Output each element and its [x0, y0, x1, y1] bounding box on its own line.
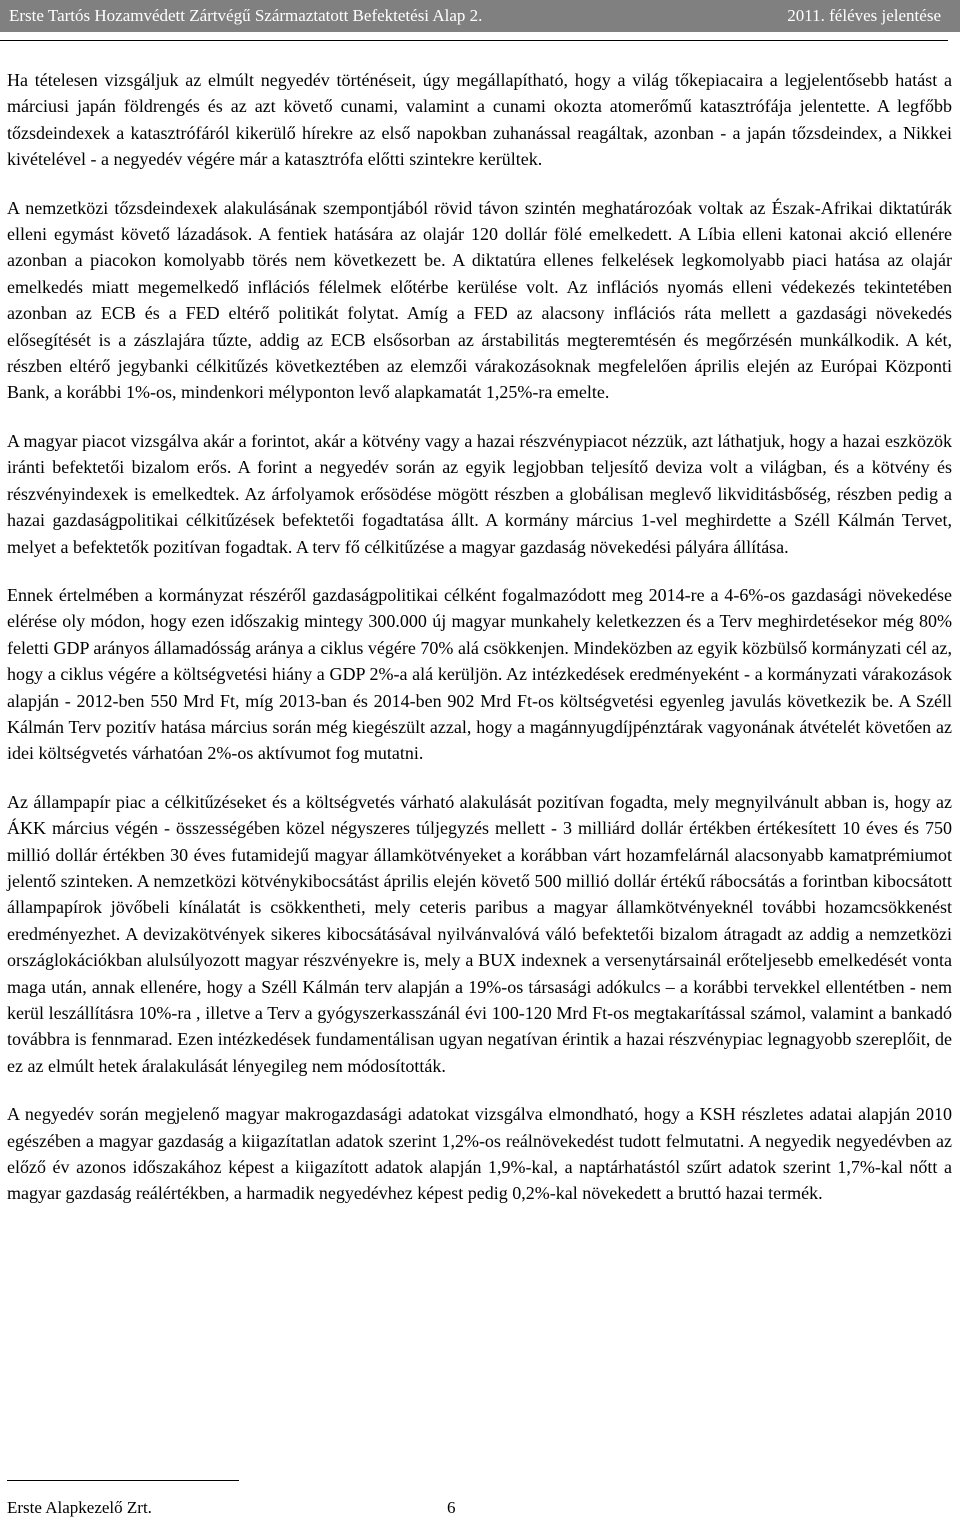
header-fund-name: Erste Tartós Hozamvédett Zártvégű Származtatott Befektetési Alap 2. [9, 6, 483, 25]
paragraph-macro-data: A negyedév során megjelenő magyar makrogazdasági adatokat vizsgálva elmondható, hogy a KSH részletes adatai alapján 2010 egészében a magyar gazdaság a kiigazítatlan adatok szerint 1,2%-os reálnövekedést tudott felmutatni. A negyedik negyedévben az előző év azonos időszakához képest a kiigazított adatok alapján 1,9%-kal, a naptárhatástól szűrt adatok szerint 1,7%-kal nőtt a magyar gazdaság reálértékben, a harmadik negyedévhez képest pedig 0,2%-kal növekedett a bruttó hazai termék. [7, 1104, 952, 1204]
footer-company: Erste Alapkezelő Zrt. [7, 1498, 152, 1517]
paragraph-market-events: Ha tételesen vizsgáljuk az elmúlt negyedév történéseit, úgy megállapítható, hogy a világ tőkepiacaira a legjelentősebb hatást a márciusi japán földrengés és az azt követő cunami, valamint a cunami okozta atomerőmű katasztrófája jelentette. A legfőbb tőzsdeindexek a katasztrófáról kikerülő hírekre az első napokban zuhanással reagáltak, azonban - a japán tőzsdeindex, a Nikkei kivételével - a negyedév végére már a katasztrófa előtti szintekre kerültek. [7, 70, 952, 170]
footer-divider [7, 1480, 239, 1481]
document-body [7, 67, 952, 1229]
paragraph-bond-market: Az állampapír piac a célkitűzéseket és a költségvetés várható alakulását pozitívan fogadta, mely megnyilvánult abban is, hogy az ÁKK március végén - összességében közel négyszeres túljegyzés mellett - 3 milliárd dollár értékben értékesített 10 éves és 750 millió dollár értékben 30 éves futamidejű magyar államkötvényeket a korábban várt hozamfelárnál alacsonyabb kamatprémiumot jelentő szinteken. A nemzetközi kötvénykibocsátást április elején követő 500 millió dollár értékű rábocsátás a forintban kibocsátott állampapírok jövőbeli kínálatát is csökkentheti, mely ceteris paribus a magyar államkötvényeknél további hozamcsökkenést eredményezhet. A devizakötvények sikeres kibocsátásával nyilvánvalóvá váló befektetői bizalom átragadt az addig a nemzetközi országlokációkban alulsúlyozott magyar részvényekre is, mely a BUX indexnek a versenytársainál erőteljesebb emelkedését vonta maga után, annak ellenére, hogy a Széll Kálmán terv alapján a 19%-os társasági adókulcs – a korábbi tervekkel ellentétben - nem kerül leszállításra 10%-ra , illetve a Terv a gyógyszerkasszánál évi 100-120 Mrd Ft-os megtakarítással számol, valamint a bankadó továbbra is fennmarad. Ezen intézkedések fundamentálisan ugyan negatívan érintik a hazai részvénypiac legnagyobb szereplőit, de ez az elmúlt hetek áralakulását lényegileg nem módosították. [7, 791, 952, 1076]
paragraph-international-indices: A nemzetközi tőzsdeindexek alakulásának szempontjából rövid távon szintén meghatározóak voltak az Észak-Afrikai diktatúrák elleni egymást követő lázadások. A fentiek hatására az olajár 120 dollár fölé emelkedett. A Líbia elleni katonai akció ellenére azonban a piacokon komolyabb törés nem következett be. A diktatúra ellenes felkelések legkomolyabb piaci hatása az olajár emelkedés miatt megemelkedő inflációs félelmek előtérbe kerülése volt. Az inflációs nyomás elleni védekezés tekintetében azonban az ECB és a FED eltérő politikát folytat. Amíg a FED az alacsony inflációs ráta mellett a gazdasági növekedés elősegítését is a zászlajára tűzte, addig az ECB elsősorban az árstabilitás megteremtésén és megőrzésén munkálkodik. A két, részben eltérő jegybanki célkitűzés következtében az elemzői várakozásoknak megfelelően április elején az Európai Központi Bank, a korábbi 1%-os, mindenkori mélyponton levő alapkamatát 1,25%-ra emelte. [7, 197, 952, 403]
header-report-title: 2011. féléves jelentése [787, 6, 941, 25]
header-divider [0, 40, 948, 41]
page-number: 6 [447, 1498, 456, 1517]
paragraph-hungarian-market: A magyar piacot vizsgálva akár a forintot, akár a kötvény vagy a hazai részvénypiacot nézzük, azt láthatjuk, hogy a hazai eszközök iránti befektetői bizalom erős. A forint a negyedév során az egyik legjobban teljesítő deviza volt a világban, és a kötvény és részvényindexek is emelkedtek. Az árfolyamok erősödése mögött részben a globálisan meglevő likviditásbőség, részben pedig a hazai gazdaságpolitikai célkitűzések befektetői fogadtatása állt. A kormány március 1-vel meghirdette a Széll Kálmán Tervet, melyet a befektetők pozitívan fogadtak. A terv fő célkitűzése a magyar gazdaság növekedési pályára állítása. [7, 430, 952, 557]
document-header [0, 0, 960, 32]
paragraph-government-goals: Ennek értelmében a kormányzat részéről gazdaságpolitikai célként fogalmazódott meg 2014-re a 4-6%-os gazdasági növekedése elérése oly módon, hogy ezen időszakig mintegy 300.000 új magyar munkahely keletkezzen és a Terv meghirdetésekor még 80% feletti GDP arányos államadósság aránya a ciklus végére 70% alá csökkenjen. Mindeközben az egyik közbülső kormányzati cél az, hogy a ciklus végére a költségvetési hiány a GDP 2%-a alá kerüljön. Az intézkedések eredményeként - a kormányzati várakozások alapján - 2012-ben 550 Mrd Ft, míg 2013-ban és 2014-ben 902 Mrd Ft-os költségvetési egyenleg javulás következik be. A Széll Kálmán Terv pozitív hatása március során még kiegészült azzal, hogy a magánnyugdíjpénztárak vagyonának átvételét követően az idei költségvetés várhatóan 2%-os aktívumot fog mutatni. [7, 584, 952, 764]
